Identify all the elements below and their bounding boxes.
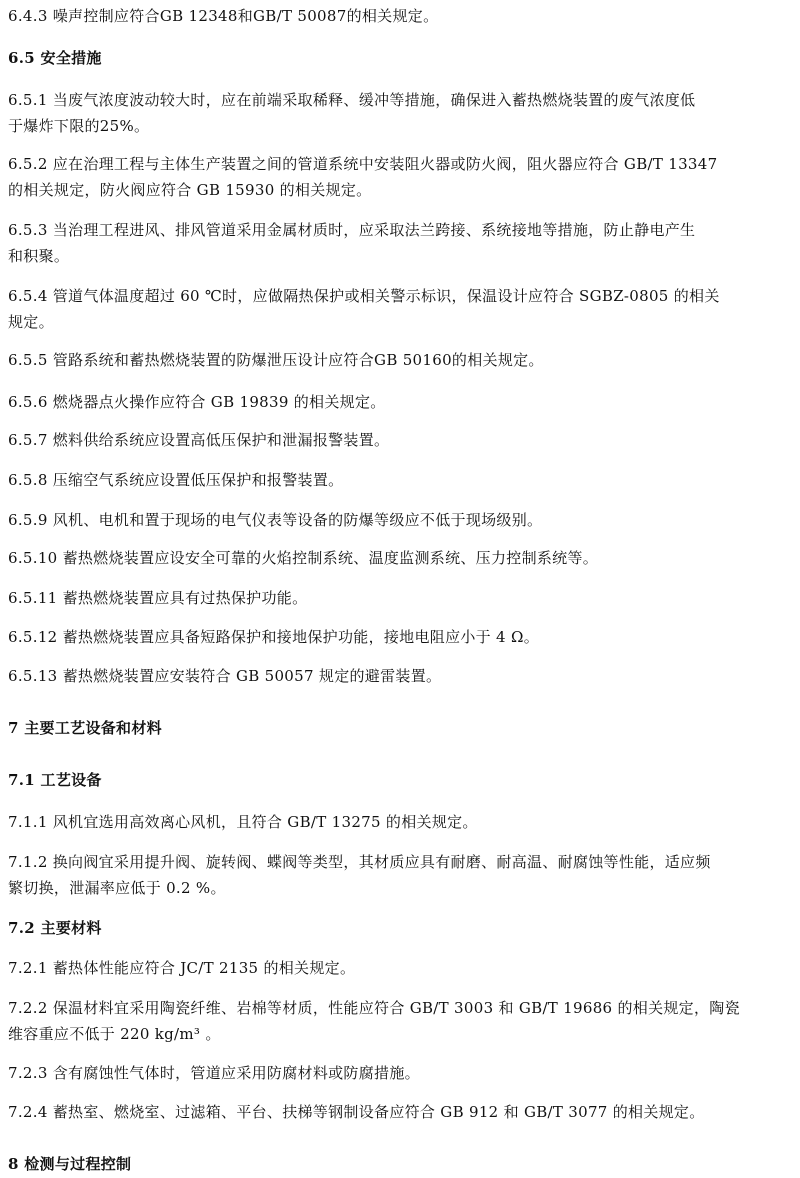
clause-6-5-8: 6.5.8 压缩空气系统应设置低压保护和报警装置。 [8,471,344,489]
clause-6-5-6: 6.5.6 燃烧器点火操作应符合 GB 19839 的相关规定。 [8,393,386,411]
section-heading-6-5: 6.5 安全措施 [8,49,102,67]
chapter-heading-8: 8 检测与过程控制 [8,1155,132,1173]
clause-6-5-2-line1: 6.5.2 应在治理工程与主体生产装置之间的管道系统中安装阻火器或防火阀，阻火器应符合 GB/T 13347 [8,155,718,173]
clause-6-4-3: 6.4.3 噪声控制应符合GB 12348和GB/T 50087的相关规定。 [8,7,439,25]
clause-6-5-11: 6.5.11 蓄热燃烧装置应具有过热保护功能。 [8,589,308,607]
clause-6-5-10: 6.5.10 蓄热燃烧装置应设安全可靠的火焰控制系统、温度监测系统、压力控制系统等。 [8,549,599,567]
clause-6-5-9: 6.5.9 风机、电机和置于现场的电气仪表等设备的防爆等级应不低于现场级别。 [8,511,543,529]
clause-6-5-7: 6.5.7 燃料供给系统应设置高低压保护和泄漏报警装置。 [8,431,390,449]
clause-6-5-12: 6.5.12 蓄热燃烧装置应具备短路保护和接地保护功能，接地电阻应小于 4 Ω。 [8,628,539,646]
clause-6-5-5: 6.5.5 管路系统和蓄热燃烧装置的防爆泄压设计应符合GB 50160的相关规定。 [8,351,544,369]
clause-6-5-2-line2: 的相关规定，防火阀应符合 GB 15930 的相关规定。 [8,181,372,199]
clause-6-5-3-line1: 6.5.3 当治理工程进风、排风管道采用金属材质时，应采取法兰跨接、系统接地等措施，防止静电产生 [8,221,696,239]
clause-6-5-3-line2: 和积聚。 [8,247,70,265]
clause-6-5-1-line1: 6.5.1 当废气浓度波动较大时，应在前端采取稀释、缓冲等措施，确保进入蓄热燃烧装置的废气浓度低 [8,91,696,109]
clause-6-5-1-line2: 于爆炸下限的25%。 [8,117,150,135]
clause-6-5-4-line2: 规定。 [8,313,54,331]
clause-7-1-2-line1: 7.1.2 换向阀宜采用提升阀、旋转阀、蝶阀等类型，其材质应具有耐磨、耐高温、耐腐蚀等性能，适应频 [8,853,711,871]
section-heading-7-1: 7.1 工艺设备 [8,771,102,789]
clause-7-1-2-line2: 繁切换，泄漏率应低于 0.2 %。 [8,879,226,897]
chapter-heading-7: 7 主要工艺设备和材料 [8,719,162,737]
clause-6-5-4-line1: 6.5.4 管道气体温度超过 60 ℃时，应做隔热保护或相关警示标识，保温设计应符合 SGBZ-0805 的相关 [8,287,720,305]
clause-7-2-4: 7.2.4 蓄热室、燃烧室、过滤箱、平台、扶梯等钢制设备应符合 GB 912 和 GB/T 3077 的相关规定。 [8,1103,705,1121]
clause-6-5-13: 6.5.13 蓄热燃烧装置应安装符合 GB 50057 规定的避雷装置。 [8,667,442,685]
clause-7-1-1: 7.1.1 风机宜选用高效离心风机，且符合 GB/T 13275 的相关规定。 [8,813,478,831]
clause-7-2-2-line2: 维容重应不低于 220 kg/m³ 。 [8,1025,221,1043]
clause-7-2-3: 7.2.3 含有腐蚀性气体时，管道应采用防腐材料或防腐措施。 [8,1064,420,1082]
section-heading-7-2: 7.2 主要材料 [8,919,102,937]
clause-7-2-2-line1: 7.2.2 保温材料宜采用陶瓷纤维、岩棉等材质，性能应符合 GB/T 3003 和 GB/T 19686 的相关规定，陶瓷 [8,999,740,1017]
clause-7-2-1: 7.2.1 蓄热体性能应符合 JC/T 2135 的相关规定。 [8,959,356,977]
